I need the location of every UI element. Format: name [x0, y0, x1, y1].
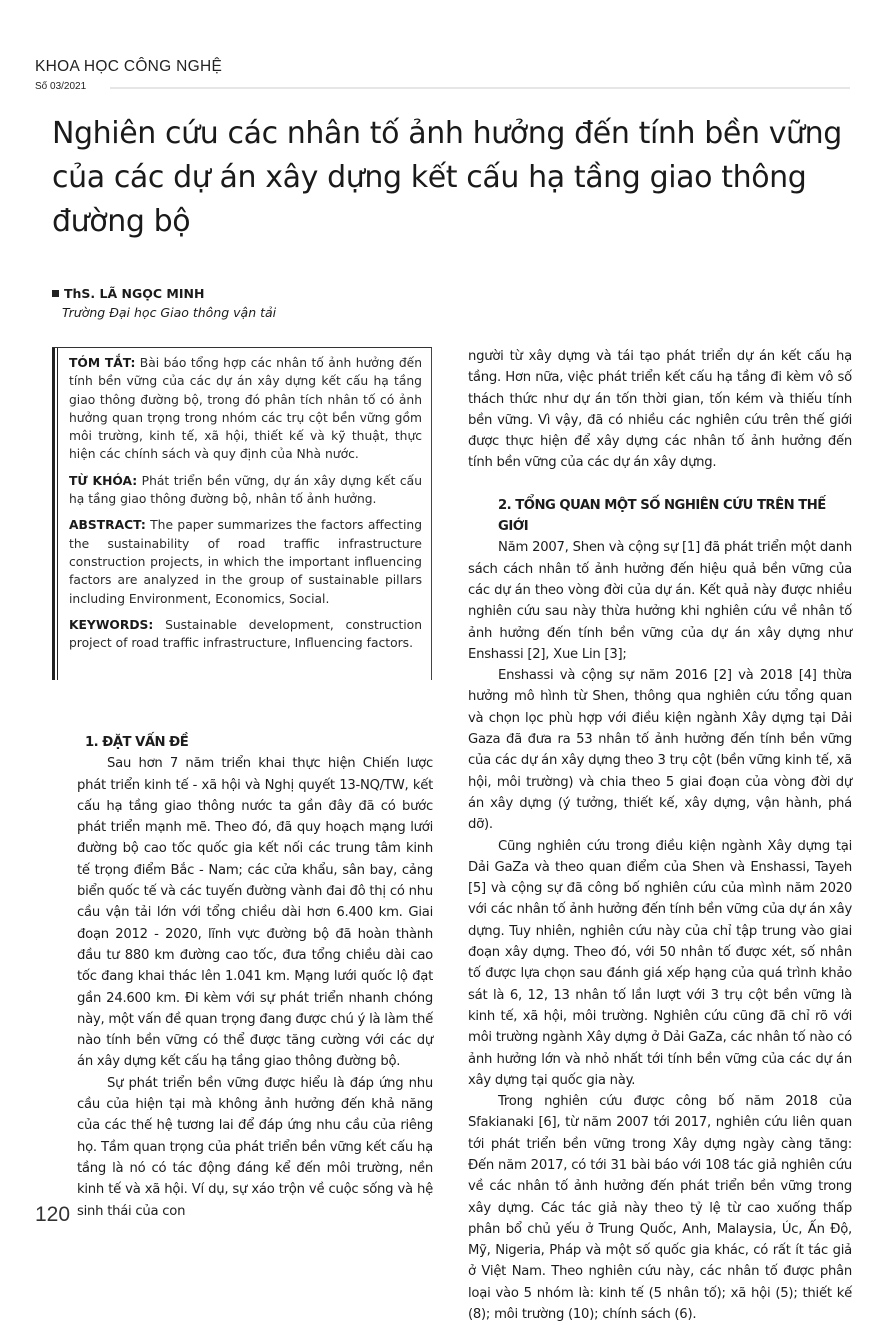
section-heading: 1. ĐẶT VẤN ĐỀ — [85, 735, 189, 750]
author-name: ThS. LÃ NGỌC MINH — [64, 286, 205, 301]
keywords-label: KEYWORDS: — [69, 617, 154, 632]
box-rule — [57, 348, 58, 680]
bullet-square-icon — [52, 290, 59, 297]
paragraph: người từ xây dựng và tái tạo phát triển dự án kết cấu hạ tầng. Hơn nữa, việc phát triển kết cấu hạ tầng đi kèm vô số thách thức như dự án tốn thời gian, tốn kém và thiếu tính bền vững. Vì vậy, đã có nhiều các nghiên cứu trên thế giới được thực hiện để xây dựng các nhân tố ảnh hưởng đến tính bền vững của các dự án xây dựng. — [468, 349, 852, 471]
keywords-vi — [69, 472, 422, 509]
paragraph: Cũng nghiên cứu trong điều kiện ngành Xây dựng tại Dải GaZa và theo quan điểm của Shen và Enshassi, Tayeh [5] và cộng sự đã công bố nghiên cứu của mình năm 2020 với các nhân tố ảnh hưởng đến tính bền vững của dự án xây dựng. Tuy nhiên, nghiên cứu này của chỉ tập trung vào giai đoạn xây dựng. Theo đó, với 50 nhân tố được xét, số nhân tố được lựa chọn sau đánh giá xếp hạng của quá trình khảo sát là 6, 12, 13 nhân tố lần lượt với 3 trụ cột bền vững là kinh tế, xã hội, môi trường. Nghiên cứu cũng đã chỉ rõ với môi trường ngành Xây dựng ở Dải GaZa, các nhân tố nào có ảnh hưởng lớn và nhỏ nhất tới tính bền vững của các dự án xây dựng tại quốc gia này. — [468, 838, 852, 1088]
abstract-label: ABSTRACT: — [69, 518, 146, 533]
keywords-vi-text: Phát triển bền vững, dự án xây dựng kết cấu hạ tầng giao thông đường bộ, nhân tố ảnh hưởng. — [69, 473, 422, 507]
page-number: 120 — [35, 1203, 71, 1226]
keywords-text: Sustainable development, construction project of road traffic infrastructure, Influencing factors. — [69, 617, 422, 651]
left-column — [77, 732, 433, 1222]
summary-vi — [69, 354, 422, 464]
article-title: Nghiên cứu các nhân tố ảnh hưởng đến tính bền vững của các dự án xây dựng kết cấu hạ tầng giao thông đường bộ — [52, 116, 842, 239]
author-affiliation: Trường Đại học Giao thông vận tải — [62, 305, 277, 320]
keywords-en — [69, 616, 422, 653]
journal-section: KHOA HỌC CÔNG NGHỆ — [35, 58, 223, 75]
abstract-text: The paper summarizes the factors affecting the sustainability of road traffic infrastructure construction projects, in which the important influencing factors are analyzed in the group of sustainable pillars including Environment, Economics, Social. — [69, 518, 422, 606]
summary-text: Bài báo tổng hợp các nhân tố ảnh hưởng đến tính bền vững của các dự án xây dựng kết cấu hạ tầng giao thông đường bộ, trong đó phân tích nhân tố có ảnh hưởng quan trọng trong nhóm các trụ cột bền vững gồm môi trường, kinh tế, xã hội, thiết kế và kỹ thuật, thực hiện các chính sách và quy định của Nhà nước. — [69, 356, 422, 462]
paragraph: Trong nghiên cứu được công bố năm 2018 của Sfakianaki [6], từ năm 2007 tới 2017, nghiên cứu liên quan tới phát triển bền vững trong Xây dựng ngày càng tăng: Đến năm 2017, có tới 31 bài báo với 108 tác giả nghiên cứu về các nhân tố ảnh hưởng đến phát triển bền vững trong xây dựng. Các tác giả này theo tỷ lệ từ cao xuống thấp phân bổ chủ yếu ở Trung Quốc, Anh, Malaysia, Úc, Ấn Độ, Mỹ, Nigeria, Pháp và một số quốc gia khác, có rất ít tác giả ở Việt Nam. Theo nghiên cứu này, các nhân tố được phân loại vào 5 nhóm là: kinh tế (5 nhân tố); xã hội (5); thiết kế (8); môi trường (10); chính sách (6). — [468, 1094, 852, 1323]
box-rule — [52, 348, 55, 680]
author-line — [52, 286, 204, 301]
issue-number: Số 03/2021 — [35, 81, 87, 92]
keywords-vi-label: TỪ KHÓA: — [69, 473, 138, 488]
abstract-box — [52, 347, 432, 680]
right-column — [468, 346, 852, 1325]
summary-label: TÓM TẮT: — [69, 356, 136, 370]
abstract-en — [69, 516, 422, 607]
paragraph: Enshassi và cộng sự năm 2016 [2] và 2018 [4] thừa hưởng mô hình từ Shen, thông qua nghiên cứu tổng quan và chọn lọc phù hợp với điều kiện ngành Xây dựng tại Dải Gaza đã đưa ra 53 nhân tố ảnh hưởng đến tính bền vững của các dự án xây dựng theo 3 trụ cột (bền vững kinh tế, xã hội, môi trường) và chia theo 5 giai đoạn của vòng đời dự án xây dựng (ý tưởng, thiết kế, xây dựng, vận hành, phá dỡ). — [468, 668, 852, 833]
header-divider — [110, 87, 850, 89]
paragraph: Năm 2007, Shen và cộng sự [1] đã phát triển một danh sách cách nhân tố ảnh hưởng đến hiệu quả bền vững của các dự án theo vòng đời của dự án. Kết quả này được nhiều nghiên cứu sau này thừa hưởng khi nghiên cứu về nhân tố ảnh hưởng đến tính bền vững của dự án xây dựng như Enshassi [2], Xue Lin [3]; — [468, 540, 852, 662]
section-heading: 2. TỔNG QUAN MỘT SỐ NGHIÊN CỨU TRÊN THẾ GIỚI — [498, 497, 826, 535]
paragraph: Sau hơn 7 năm triển khai thực hiện Chiến lược phát triển kinh tế - xã hội và Nghị quyết 13-NQ/TW, kết cấu hạ tầng giao thông nước ta gần đây đã có bước phát triển mạnh mẽ. Theo đó, đã quy hoạch mạng lưới đường bộ cao tốc quốc gia kết nối các trung tâm kinh tế trọng điểm Bắc - Nam; các cửa khẩu, sân bay, cảng biển quốc tế và các tuyến đường vành đai đô thị có nhu cầu vận tải lớn với tổng chiều dài hơn 6.400 km. Giai đoạn 2012 - 2020, lĩnh vực đường bộ đã hoàn thành đầu tư 880 km đường cao tốc, đưa tổng chiều dài cao tốc đang khai thác lên 1.041 km. Mạng lưới quốc lộ đạt gần 24.600 km. Đi kèm với sự phát triển nhanh chóng này, một vấn đề quan trọng đang được chú ý là làm thế nào tính bền vững có thể được tăng cường với các dự án xây dựng kết cấu hạ tầng giao thông đường bộ. — [77, 756, 433, 1070]
paragraph: Sự phát triển bền vững được hiểu là đáp ứng nhu cầu của hiện tại mà không ảnh hưởng đến khả năng của các thế hệ tương lai để đáp ứng nhu cầu của riêng họ. Tầm quan trọng của phát triển bền vững kết cấu hạ tầng là nó có tác động đáng kể đến môi trường, nền kinh tế và xã hội. Ví dụ, sự xáo trộn về cuộc sống và hệ sinh thái của con — [77, 1075, 433, 1219]
